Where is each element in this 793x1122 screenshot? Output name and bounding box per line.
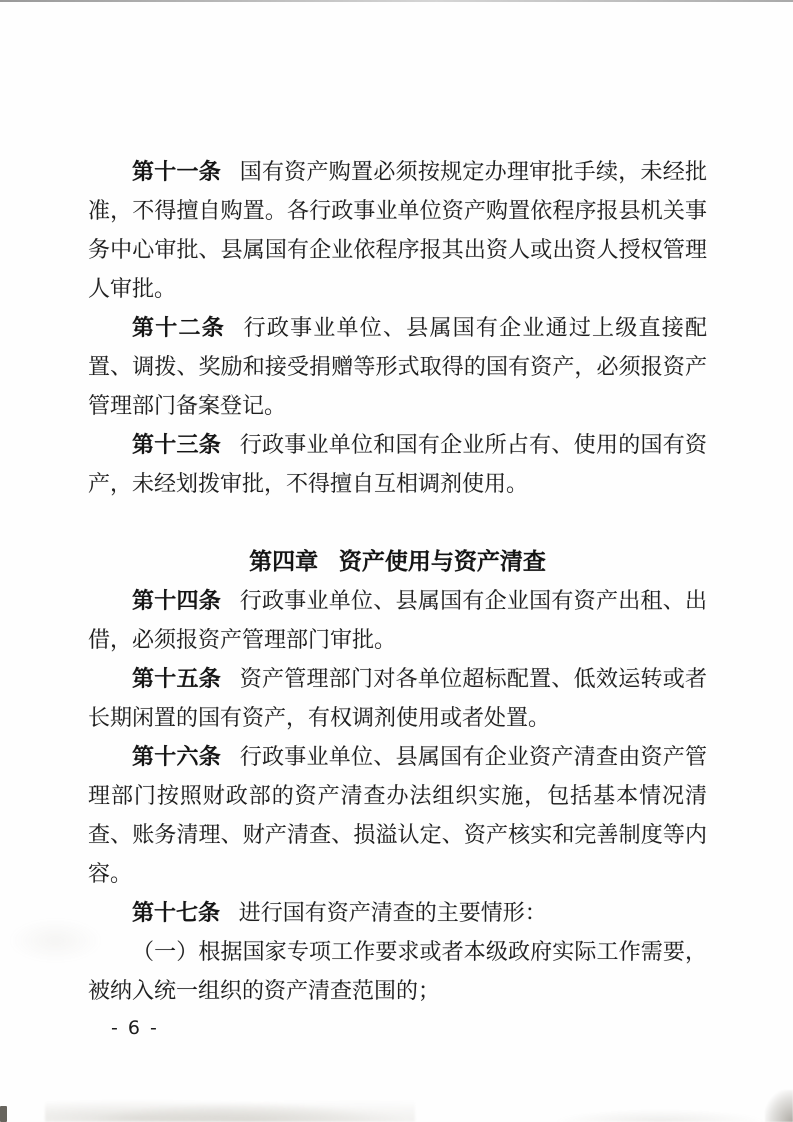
article-12-text: 行政事业单位、县属国有企业通过上级直接配置、调拨、奖励和接受捐赠等形式取得的国有资产，必须报资产管理部门备案登记。 [88,315,707,418]
article-11-paragraph [88,152,707,308]
chapter-4-heading [88,542,707,581]
article-14-paragraph [88,581,707,659]
article-16-text: 行政事业单位、县属国有企业资产清查由资产管理部门按照财政部的资产清查办法组织实施，包括基本情况清查、账务清理、财产清查、损溢认定、资产核实和完善制度等内容。 [88,744,707,886]
article-17-paragraph [88,893,707,932]
item-1-text: （一）根据国家专项工作要求或者本级政府实际工作需要，被纳入统一组织的资产清查范围的； [88,939,707,1003]
article-13-paragraph [88,425,707,503]
chapter-4-title: 资产使用与资产清查 [338,549,546,574]
article-13-number: 第十三条 [132,432,222,457]
article-15-paragraph [88,659,707,737]
article-12-number: 第十二条 [132,315,225,340]
article-12-paragraph [88,308,707,425]
article-14-number: 第十四条 [132,588,222,613]
article-17-text: 进行国有资产清查的主要情形： [238,900,547,925]
article-15-number: 第十五条 [132,666,222,691]
article-16-number: 第十六条 [132,744,222,769]
article-13-text: 行政事业单位和国有企业所占有、使用的国有资产，未经划拨审批，不得擅自互相调剂使用。 [88,432,707,496]
article-14-text: 行政事业单位、县属国有企业国有资产出租、出借，必须报资产管理部门审批。 [88,588,707,652]
article-17-number: 第十七条 [132,900,221,925]
chapter-4-number: 第四章 [249,549,319,574]
item-1-paragraph [88,932,707,1010]
article-15-text: 资产管理部门对各单位超标配置、低效运转或者长期闲置的国有资产，有权调剂使用或者处置。 [88,666,707,730]
article-11-text: 国有资产购置必须按规定办理审批手续，未经批准，不得擅自购置。各行政事业单位资产购置依程序报县机关事务中心审批、县属国有企业依程序报其出资人或出资人授权管理人审批。 [88,159,707,301]
article-16-paragraph [88,737,707,893]
article-11-number: 第十一条 [132,159,222,184]
page-number: - 6 - [111,1017,159,1039]
